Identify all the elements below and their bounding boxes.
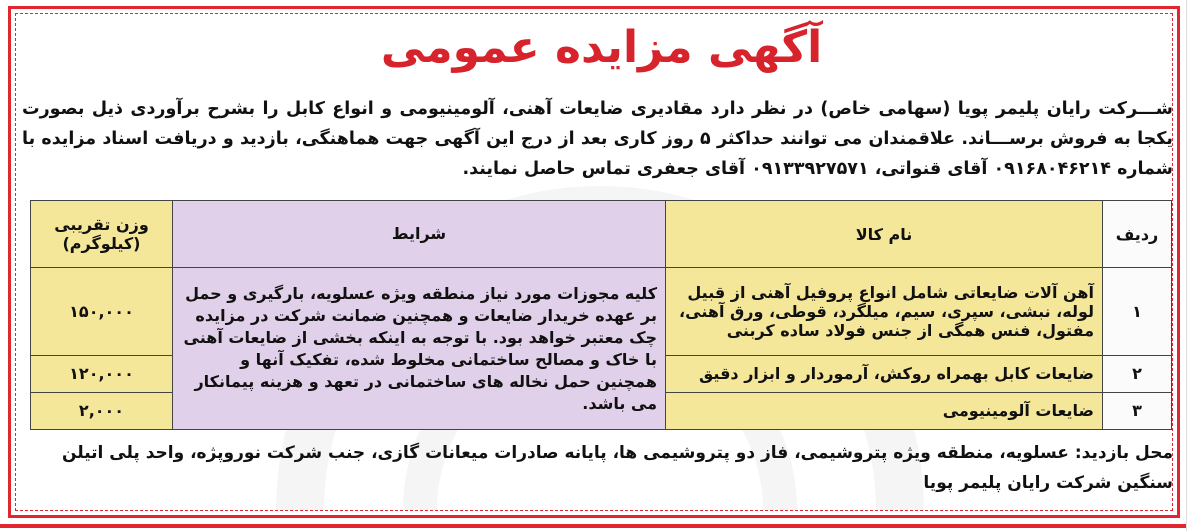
intro-text: در نظر دارد مقادیری ضایعات آهنی، آلومینیومی و انواع کابل را بشرح برآوردی ذیل بصورت یکجا به فروش برســـاند. علاقمندان می توانند حداکثر ۵ روز کاری بعد از درج این آگهی جهت هماهنگی، بازدید و دریافت اسناد مزایده با شماره ۰۹۱۶۸۰۴۶۲۱۴ آقای قنواتی، ۰۹۱۳۳۹۲۷۵۷۱ آقای جعفری تماس حاصل نمایند. — [22, 99, 1173, 179]
item-weight: ۱۲۰,۰۰۰ — [31, 355, 173, 392]
header-row-number: ردیف — [1103, 201, 1172, 268]
visit-text: عسلویه، منطقه ویژه پتروشیمی، فاز دو پتروشیمی ها، پایانه صادرات میعانات گازی، جنب شرکت نوروپژه، واحد پلی اتیلن سنگین شرکت رایان پلیمر پویا — [61, 443, 1173, 493]
visit-location — [22, 438, 1173, 498]
item-name: آهن آلات ضایعاتی شامل انواع پروفیل آهنی از قبیل لوله، نبشی، سپری، سیم، میلگرد، قوطی، ورق آهنی، مفتول، فنس همگی از جنس فولاد ساده کربنی — [666, 268, 1103, 356]
table-row — [31, 268, 1172, 356]
ad-title: آگهی مزایده عمومی — [380, 22, 823, 73]
header-weight: وزن تقریبی (کیلوگرم) — [31, 201, 173, 268]
company-name: شـــرکت رایان پلیمر پویا (سهامی خاص) — [820, 99, 1173, 119]
table-header-row — [31, 201, 1172, 268]
item-name: ضایعات کابل بهمراه روکش، آرموردار و ابزار دقیق — [666, 355, 1103, 392]
item-name: ضایعات آلومینیومی — [666, 392, 1103, 429]
item-weight: ۱۵۰,۰۰۰ — [31, 268, 173, 356]
visit-label: محل بازدید: — [1074, 443, 1173, 463]
row-number: ۱ — [1103, 268, 1172, 356]
page-edge — [1186, 0, 1203, 531]
header-conditions: شرایط — [173, 201, 666, 268]
items-table — [30, 200, 1172, 430]
item-weight: ۲,۰۰۰ — [31, 392, 173, 429]
conditions-cell: کلیه مجوزات مورد نیاز منطقه ویژه عسلویه، بارگیری و حمل بر عهده خریدار ضایعات و همچنین ضمانت شرکت در مزایده چک معتبر خواهد بود. با توجه به اینکه بخشی از ضایعات آهنی با خاک و مصالح ساختمانی مخلوط شده، تفکیک آنها و همچنین حمل نخاله های ساختمانی در تعهد و هزینه پیمانکار می باشد. — [173, 268, 666, 430]
bottom-divider — [0, 524, 1203, 528]
intro-paragraph — [22, 94, 1173, 184]
header-item-name: نام کالا — [666, 201, 1103, 268]
row-number: ۳ — [1103, 392, 1172, 429]
row-number: ۲ — [1103, 355, 1172, 392]
